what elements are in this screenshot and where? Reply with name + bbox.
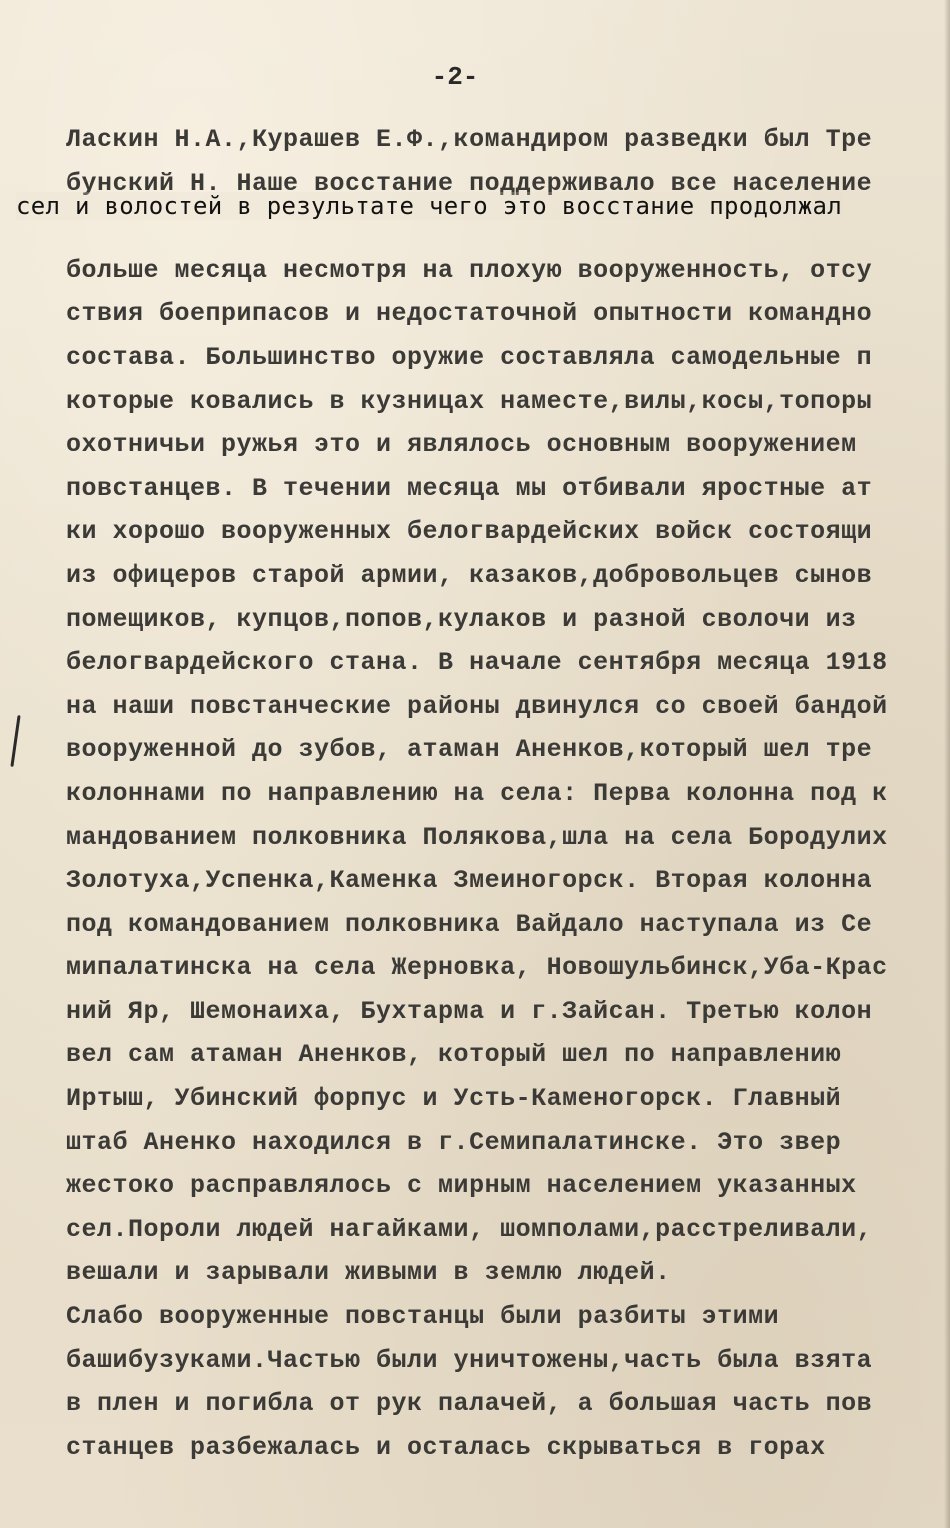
text-line: в плен и погибла от рук палачей, а большая часть пов bbox=[66, 1389, 873, 1419]
text-line: под командованием полковника Вайдало наступала из Се bbox=[66, 909, 873, 939]
text-line: охотничьи ружья это и являлось основным вооружением bbox=[66, 430, 857, 460]
text-line: Иртыш, Убинский форпус и Усть-Каменогорск. Главный bbox=[66, 1084, 842, 1114]
text-line: колоннами по направлению на села: Перва колонна под к bbox=[66, 778, 888, 808]
text-line: мандованием полковника Полякова,шла на села Бородулих bbox=[66, 822, 888, 852]
text-line: ствия боеприпасов и недостаточной опытности командно bbox=[66, 299, 873, 329]
text-line: жестоко расправлялось с мирным населением указанных bbox=[66, 1171, 857, 1201]
overlay-transcription-line: сел и волостей в результате чего это восстание продолжал bbox=[16, 192, 842, 220]
text-line: на наши повстанческие районы двинулся со своей бандой bbox=[66, 691, 888, 721]
text-line: Золотуха,Успенка,Каменка Змеиногорск. Вторая колонна bbox=[66, 866, 873, 896]
text-line: станцев разбежалась и осталась скрываться в горах bbox=[66, 1432, 826, 1462]
text-line: мипалатинска на села Жерновка, Новошульбинск,Уба-Крас bbox=[66, 953, 888, 983]
text-line: штаб Аненко находился в г.Семипалатинске. Это звер bbox=[66, 1127, 842, 1157]
text-line: белогвардейского стана. В начале сентября месяца 1918 bbox=[66, 648, 888, 678]
text-line: из офицеров старой армии, казаков,добровольцев сынов bbox=[66, 560, 873, 590]
text-line: Ласкин Н.А.,Курашев Е.Ф.,командиром разведки был Тре bbox=[66, 125, 873, 154]
page-number: -2- bbox=[431, 62, 479, 92]
text-line: башибузуками.Частью были уничтожены,часть была взята bbox=[66, 1345, 873, 1375]
text-line: вешали и зарывали живыми в землю людей. bbox=[66, 1258, 671, 1288]
text-line: вел сам атаман Аненков, который шел по направлению bbox=[66, 1040, 842, 1070]
text-line: сел.Пороли людей нагайками, шомполами,расстреливали, bbox=[66, 1214, 873, 1244]
text-line: бунский Н. Наше восстание поддерживало все население bbox=[66, 168, 873, 198]
text-line: ки хорошо вооруженных белогвардейских войск состоящи bbox=[66, 517, 873, 547]
text-line: помещиков, купцов,попов,кулаков и разной сволочи из bbox=[66, 604, 857, 634]
text-line: вооруженной до зубов, атаман Аненков,который шел тре bbox=[66, 735, 873, 765]
text-line: повстанцев. В течении месяца мы отбивали яростные ат bbox=[66, 473, 873, 503]
page-edge-shadow bbox=[944, 0, 950, 1528]
margin-pen-mark bbox=[10, 715, 20, 767]
text-line: Слабо вооруженные повстанцы были разбиты этими bbox=[66, 1302, 780, 1332]
text-line: больше месяца несмотря на плохую вооруженность, отсу bbox=[66, 255, 873, 285]
text-line: ний Яр, Шемонаиха, Бухтарма и г.Зайсан. Третью колон bbox=[66, 996, 873, 1026]
typed-text-body bbox=[66, 118, 950, 1469]
text-line: состава. Большинство оружие составляла самодельные п bbox=[66, 342, 873, 372]
text-line: которые ковались в кузницах наместе,вилы,косы,топоры bbox=[66, 386, 873, 416]
